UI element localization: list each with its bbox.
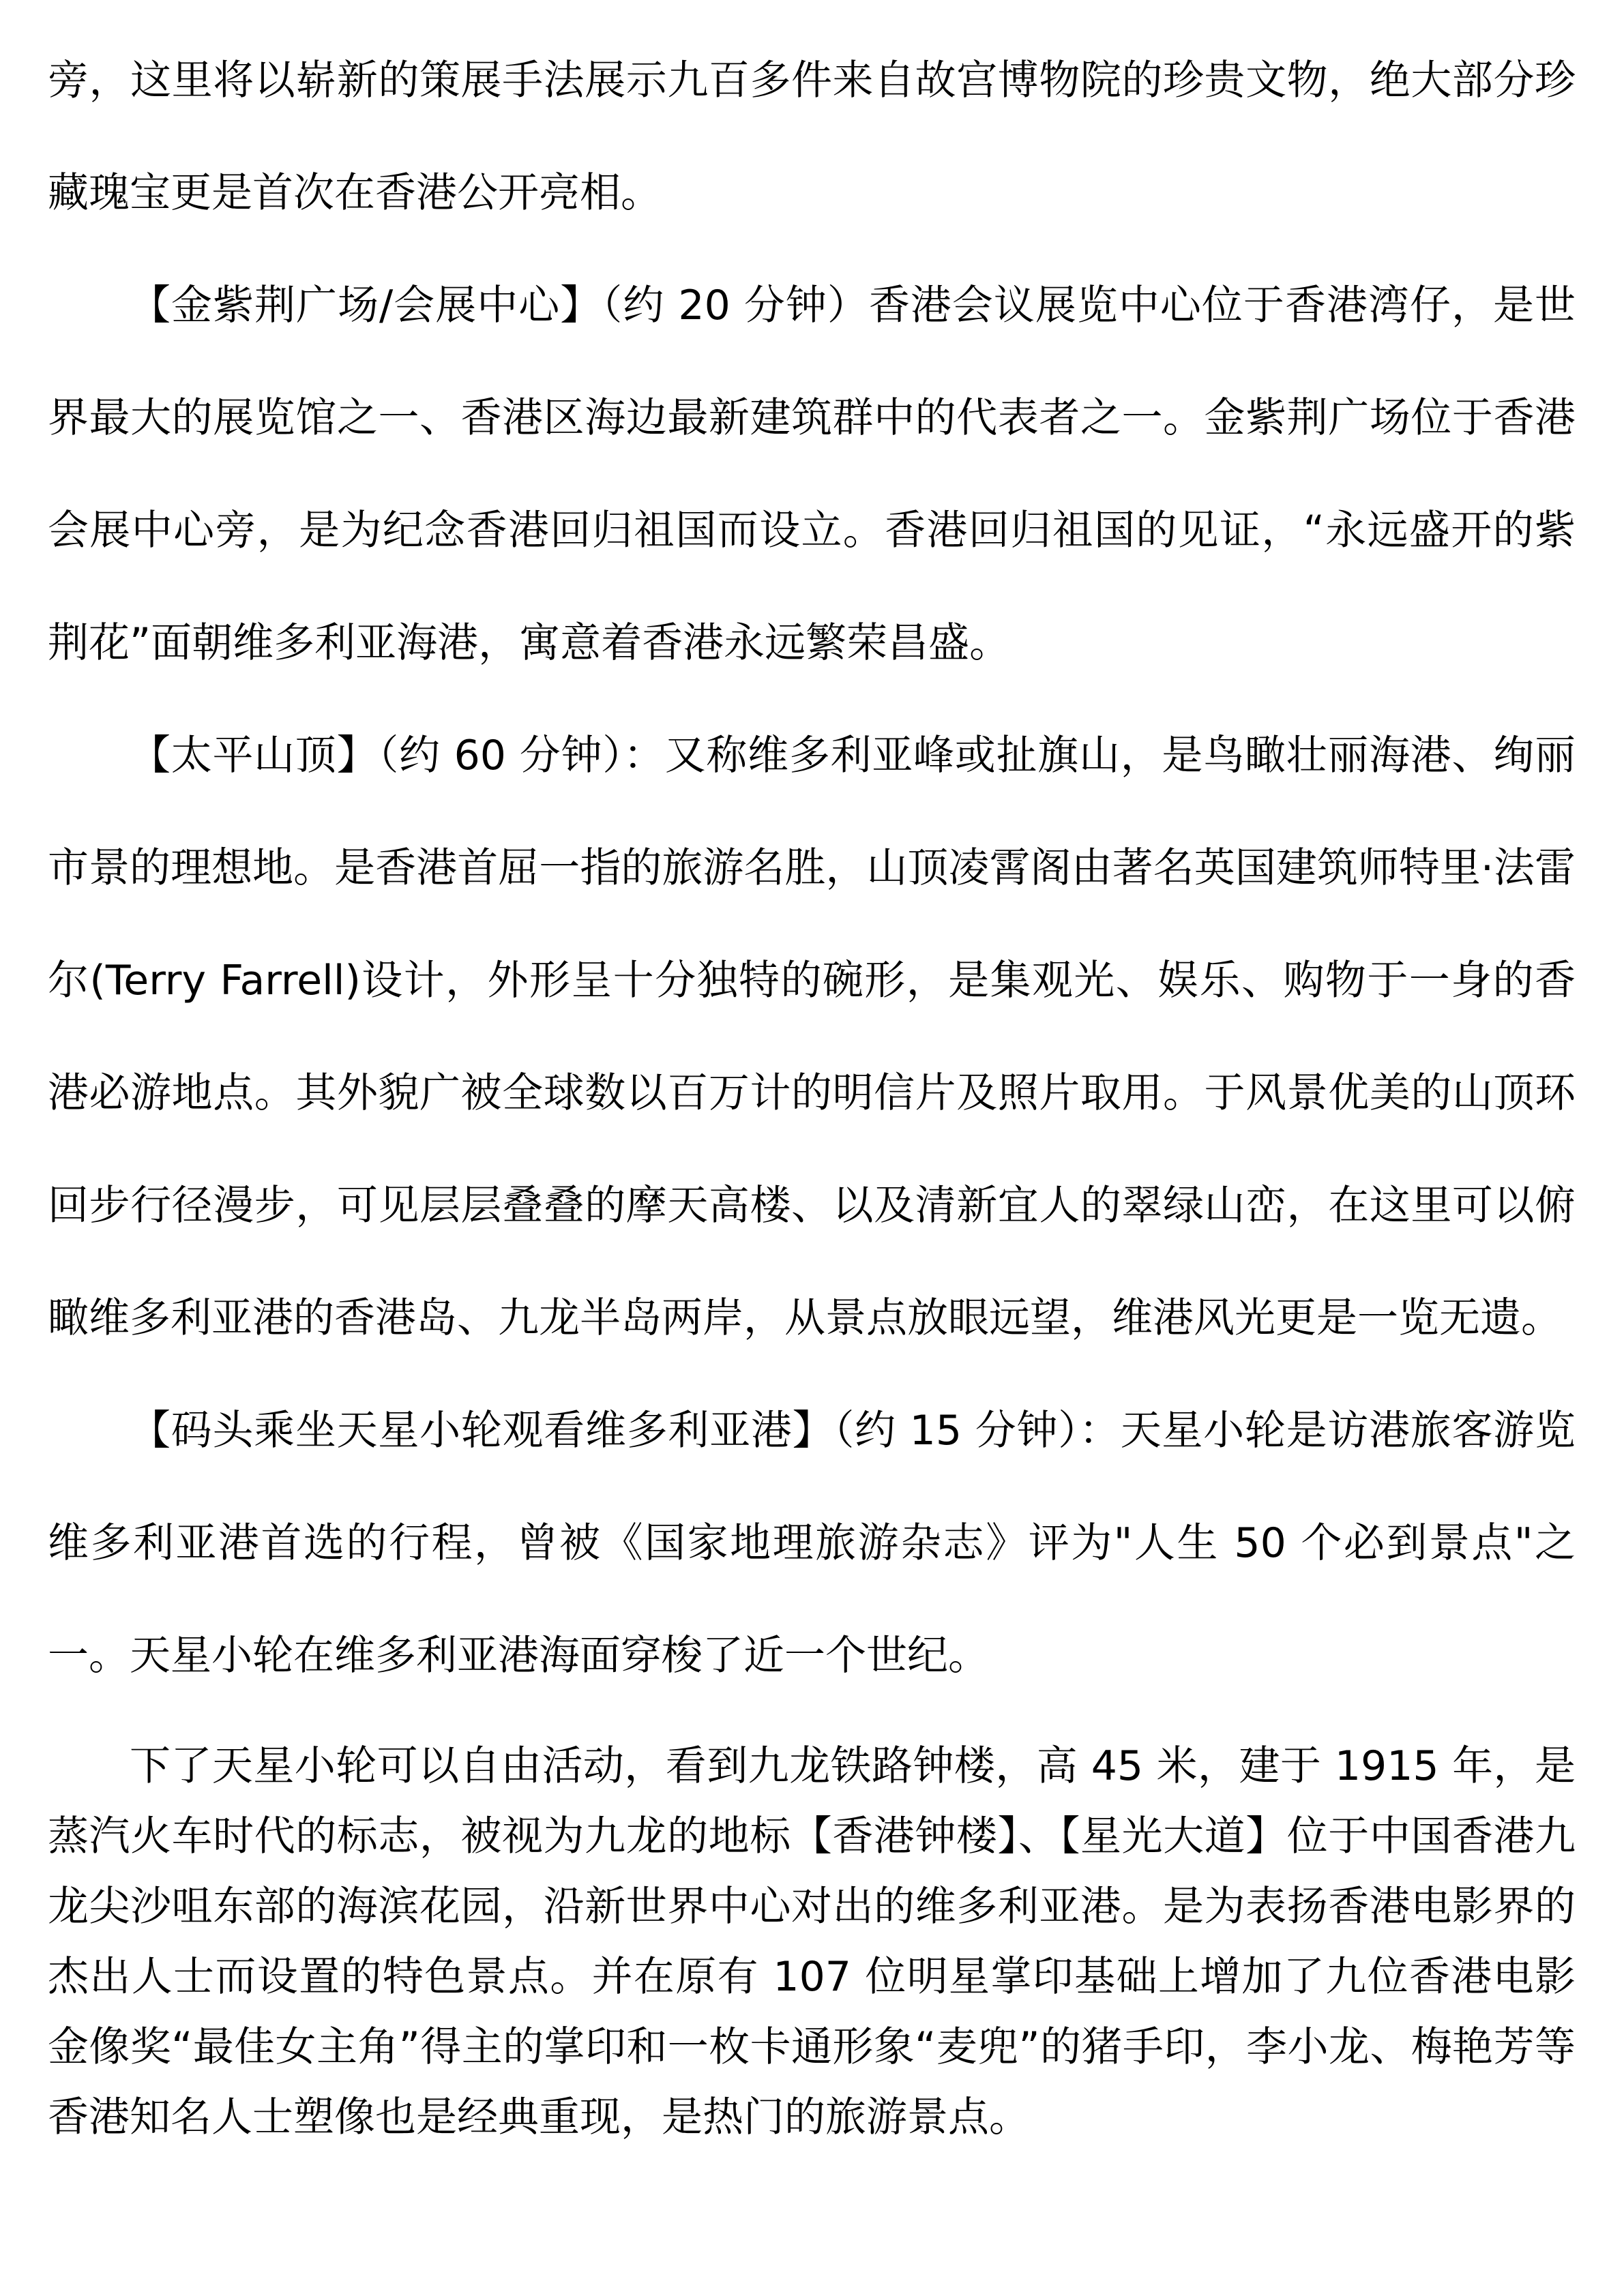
paragraph-victoria-peak: 【太平山顶】（约 60 分钟）：又称维多利亚峰或扯旗山，是鸟瞰壮丽海港、绚丽市景的理想地。是香港首屈一指的旅游名胜，山顶凌霄阁由著名英国建筑师特里·法雷尔(Terry Farrell)设计，外形呈十分独特的碗形，是集观光、娱乐、购物于一身的香港必游地点。其外貌广被全球数以百万计的明信片及照片取用。于风景优美的山顶环回步行径漫步，可见层层叠叠的摩天高楼、以及清新宜人的翠绿山峦，在这里可以俯瞰维多利亚港的香港岛、九龙半岛两岸，从景点放眼远望，维港风光更是一览无遗。 <box>48 732 1576 1342</box>
document-page <box>48 25 1576 2153</box>
paragraph-palace-museum-continued: 旁，这里将以崭新的策展手法展示九百多件来自故宫博物院的珍贵文物，绝大部分珍藏瑰宝更是首次在香港公开亮相。 <box>48 57 1576 217</box>
paragraph-star-ferry: 【码头乘坐天星小轮观看维多利亚港】（约 15 分钟）：天星小轮是访港旅客游览维多利亚港首选的行程，曾被《国家地理旅游杂志》评为"人生 50 个必到景点"之一。天星小轮在维多利亚港海面穿梭了近一个世纪。 <box>48 1407 1576 1680</box>
paragraph-clock-tower-avenue-of-stars: 下了天星小轮可以自由活动，看到九龙铁路钟楼，高 45 米，建于 1915 年，是蒸汽火车时代的标志，被视为九龙的地标【香港钟楼】、【星光大道】位于中国香港九龙尖沙咀东部的海滨花园，沿新世界中心对出的维多利亚港。是为表扬香港电影界的杰出人士而设置的特色景点。并在原有 107 位明星掌印基础上增加了九位香港电影金像奖“最佳女主角”得主的掌印和一枚卡通形象“麦兜”的猪手印，李小龙、梅艳芳等香港知名人士塑像也是经典重现，是热门的旅游景点。 <box>48 1742 1576 2141</box>
paragraph-golden-bauhinia-square: 【金紫荆广场/会展中心】（约 20 分钟）香港会议展览中心位于香港湾仔，是世界最大的展览馆之一、香港区海边最新建筑群中的代表者之一。金紫荆广场位于香港会展中心旁，是为纪念香港回归祖国而设立。香港回归祖国的见证，“永远盛开的紫荆花”面朝维多利亚海港，寓意着香港永远繁荣昌盛。 <box>48 282 1576 667</box>
